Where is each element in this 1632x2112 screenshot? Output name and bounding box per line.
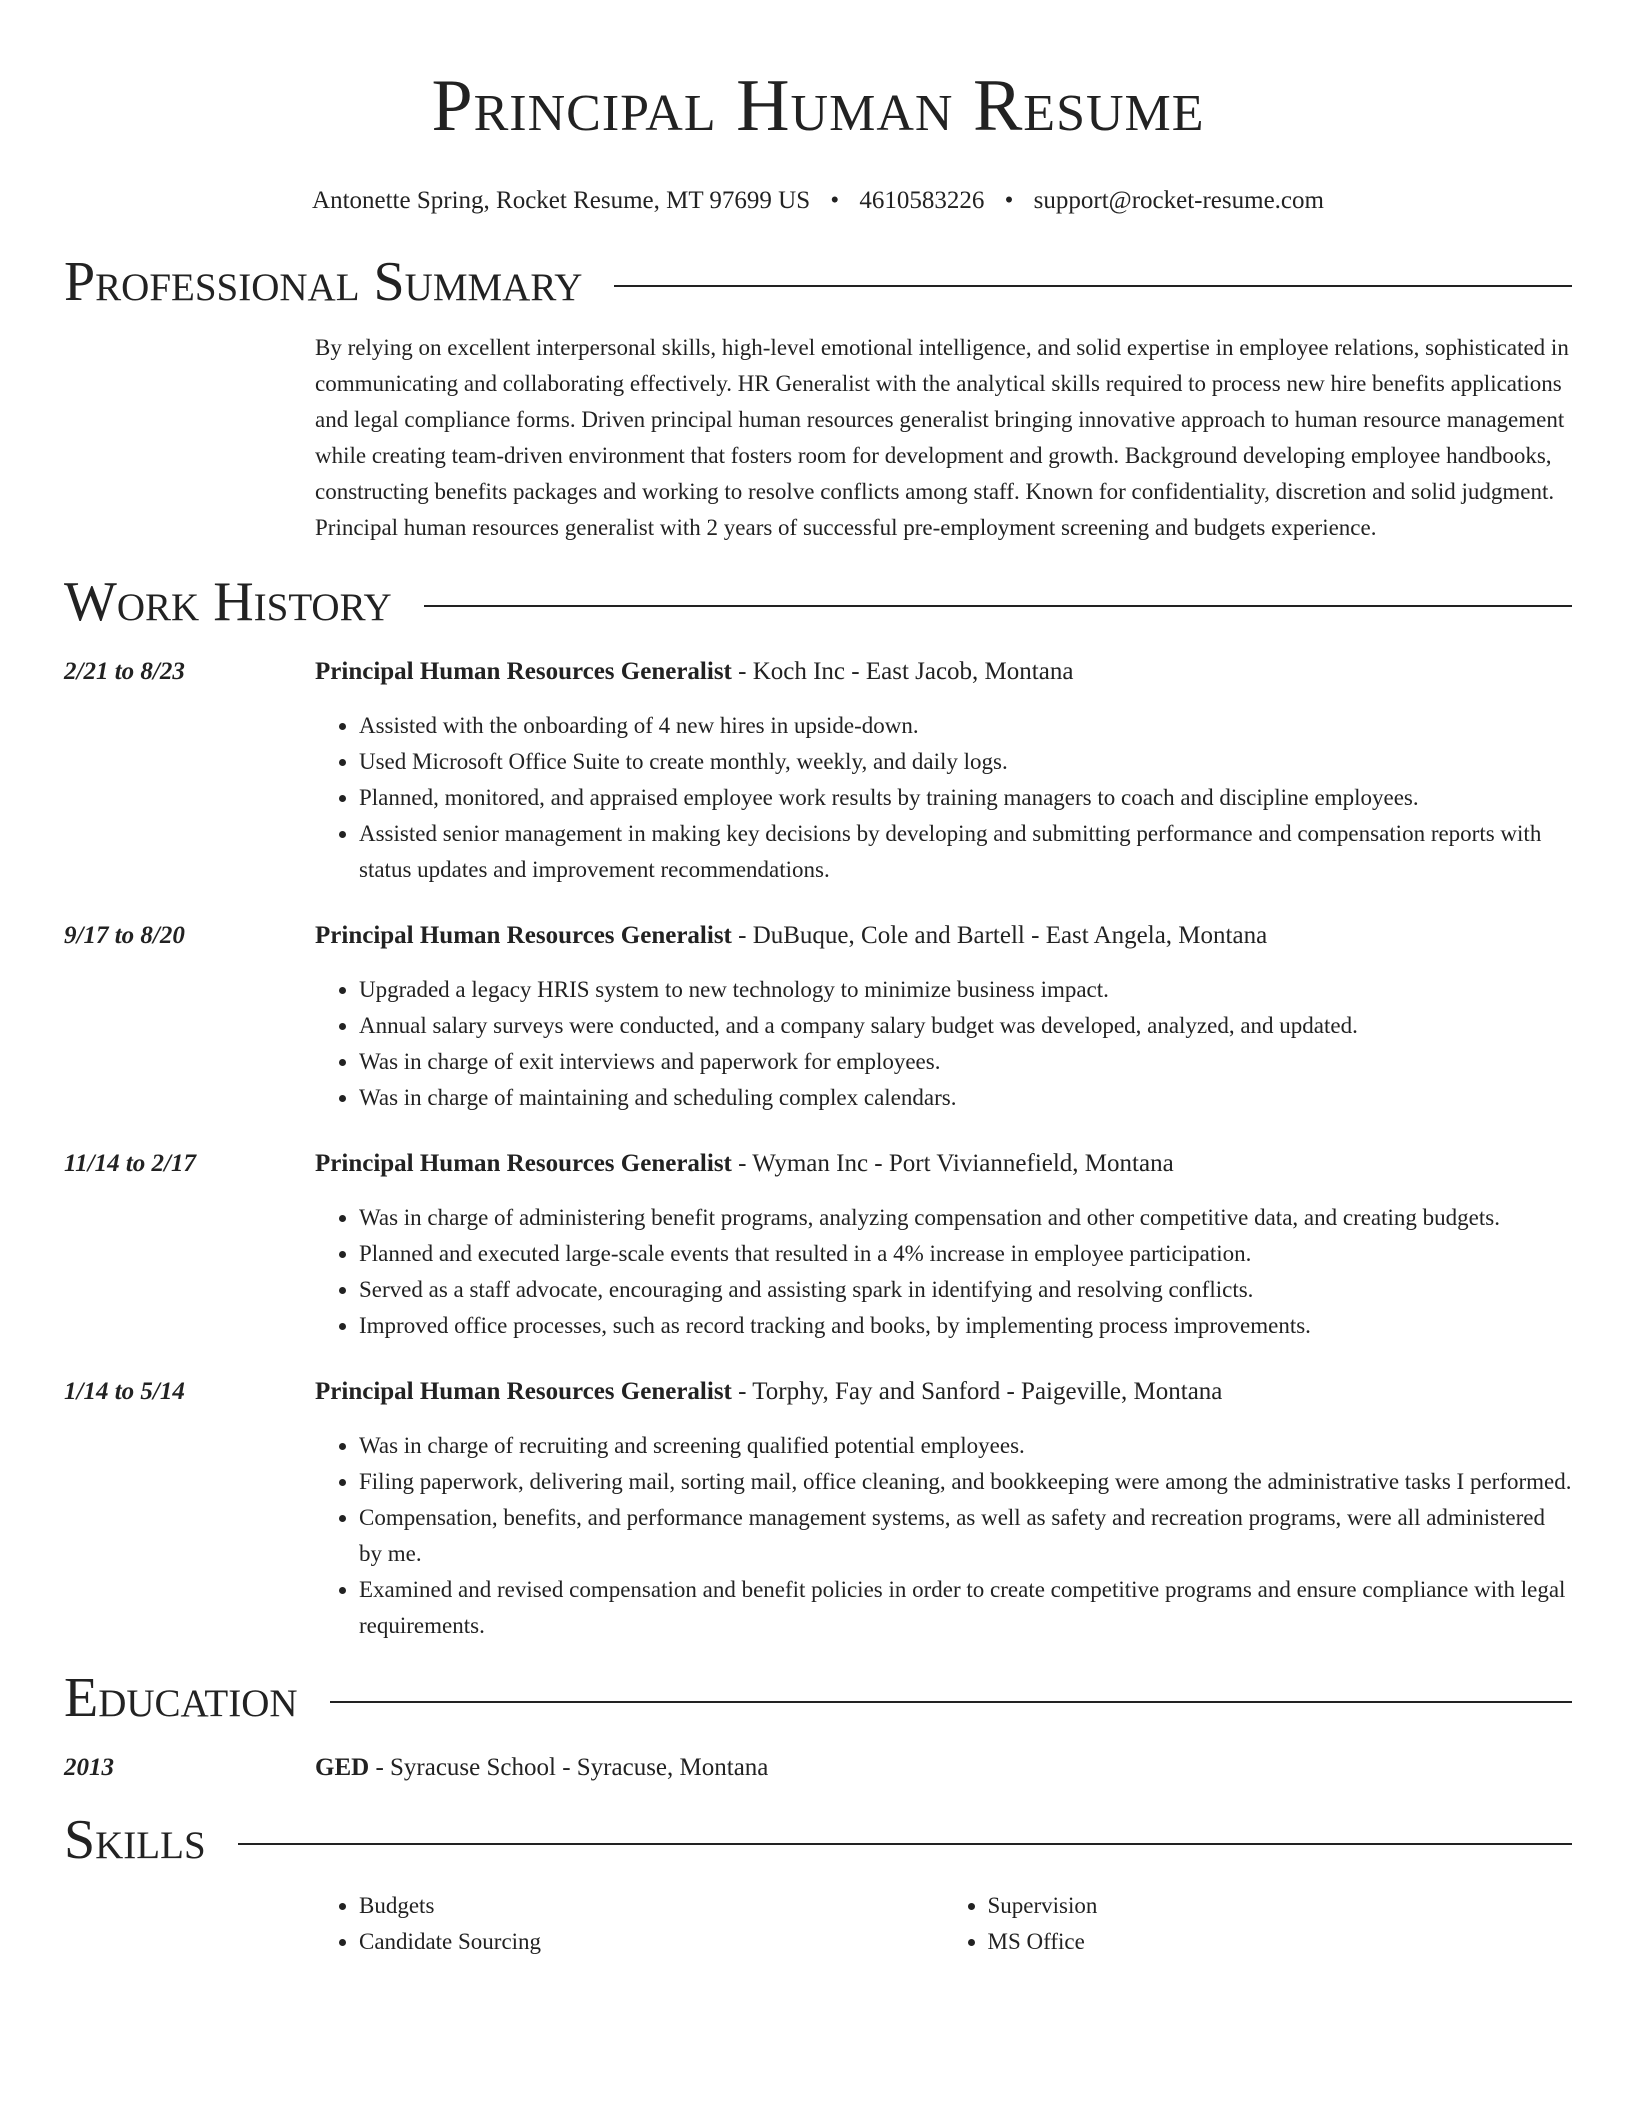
job-body [315,654,1572,888]
skills-column-right [944,1888,1573,1960]
job-entry [64,1374,1572,1644]
summary-section-header [64,252,1572,312]
job-bullet: • Was in charge of maintaining and scheduling complex calendars. [359,1080,1572,1116]
work-section-header [64,572,1572,632]
skill-item: • Budgets [359,1888,944,1924]
job-entry [64,654,1572,888]
job-dates: 2/21 to 8/23 [64,658,185,685]
job-bullet: • Assisted with the onboarding of 4 new hires in upside-down. [359,708,1572,744]
job-details: - Wyman Inc - Port Viviannefield, Montana [731,1150,1174,1177]
job-title-line [315,1374,1572,1410]
job-title: Principal Human Resources Generalist [315,1378,732,1405]
contact-separator: • [830,187,840,214]
job-bullet: • Was in charge of exit interviews and paperwork for employees. [359,1044,1572,1080]
job-bullet: • Examined and revised compensation and benefit policies in order to create competitive programs and ensure compliance with legal requirements. [359,1572,1572,1644]
education-line [315,1750,1572,1786]
section-divider [424,605,1572,607]
job-title-line [315,918,1572,954]
education-section-header [64,1668,1572,1728]
job-entry [64,918,1572,1116]
skill-item: • Supervision [988,1888,1573,1924]
skills-heading: Skills [64,1809,206,1871]
education-details: - Syracuse School - Syracuse, Montana [369,1754,769,1781]
contact-separator: • [1004,187,1014,214]
job-body [315,918,1572,1116]
job-bullet: • Filing paperwork, delivering mail, sorting mail, office cleaning, and bookkeeping were among the administrative tasks I performed. [359,1464,1572,1500]
job-title: Principal Human Resources Generalist [315,922,732,949]
job-details: - Torphy, Fay and Sanford - Paigeville, Montana [731,1378,1223,1405]
section-divider [614,285,1572,287]
contact-phone: 4610583226 [859,187,985,214]
resume-page [64,0,1572,1960]
section-divider [238,1843,1572,1845]
job-details: - Koch Inc - East Jacob, Montana [731,658,1074,685]
job-dates: 1/14 to 5/14 [64,1378,185,1405]
job-bullet: • Was in charge of administering benefit programs, analyzing compensation and other competitive data, and creating budgets. [359,1200,1572,1236]
job-bullets [315,1428,1572,1644]
contact-line [64,186,1572,216]
education-body [315,1750,1572,1786]
work-history-list [64,654,1572,1644]
education-heading: Education [64,1667,298,1729]
job-dates: 11/14 to 2/17 [64,1150,196,1177]
job-bullet: • Planned and executed large-scale events that resulted in a 4% increase in employee participation. [359,1236,1572,1272]
education-year: 2013 [64,1754,114,1781]
resume-name: Principal Human Resume [431,65,1205,147]
job-bullet: • Annual salary surveys were conducted, and a company salary budget was developed, analyzed, and updated. [359,1008,1572,1044]
job-bullet: • Assisted senior management in making key decisions by developing and submitting performance and compensation reports with status updates and improvement recommendations. [359,816,1572,888]
section-divider [330,1701,1572,1703]
summary-heading: Professional Summary [64,251,583,313]
job-bullet: • Compensation, benefits, and performance management systems, as well as safety and recreation programs, were all administered by me. [359,1500,1572,1572]
work-heading: Work History [64,571,392,633]
job-body [315,1374,1572,1644]
job-entry [64,1146,1572,1344]
skill-item: • MS Office [988,1924,1573,1960]
skill-item: • Candidate Sourcing [359,1924,944,1960]
job-details: - DuBuque, Cole and Bartell - East Angela, Montana [731,922,1268,949]
job-bullet: • Was in charge of recruiting and screening qualified potential employees. [359,1428,1572,1464]
education-degree: GED [315,1754,370,1781]
job-bullets [315,972,1572,1116]
job-bullet: • Used Microsoft Office Suite to create monthly, weekly, and daily logs. [359,744,1572,780]
job-bullets [315,1200,1572,1344]
contact-address: Antonette Spring, Rocket Resume, MT 97699 US [312,187,811,214]
job-bullet: • Planned, monitored, and appraised employee work results by training managers to coach and discipline employees. [359,780,1572,816]
skills-section-header [64,1810,1572,1870]
job-bullet: • Improved office processes, such as record tracking and books, by implementing process improvements. [359,1308,1572,1344]
contact-email: support@rocket-resume.com [1033,187,1324,214]
job-title-line [315,654,1572,690]
job-title-line [315,1146,1572,1182]
job-bullet: • Served as a staff advocate, encouraging and assisting spark in identifying and resolving conflicts. [359,1272,1572,1308]
job-bullets [315,708,1572,888]
job-title: Principal Human Resources Generalist [315,658,732,685]
job-dates: 9/17 to 8/20 [64,922,185,949]
job-body [315,1146,1572,1344]
job-bullet: • Upgraded a legacy HRIS system to new technology to minimize business impact. [359,972,1572,1008]
skills-grid [315,1888,1572,1960]
education-entry [64,1750,1572,1786]
job-title: Principal Human Resources Generalist [315,1150,732,1177]
skills-column-left [315,1888,944,1960]
summary-text: By relying on excellent interpersonal skills, high-level emotional intelligence, and solid expertise in employee relations, sophisticated in communicating and collaborating effectively. HR Generalist with the analytical skills required to process new hire benefits applications and legal compliance forms. Driven principal human resources generalist bringing innovative approach to human resource management while creating team-driven environment that fosters room for development and growth. Background developing employee handbooks, constructing benefits packages and working to resolve conflicts among staff. Known for confidentiality, discretion and solid judgment. Principal human resources generalist with 2 years of successful pre-employment screening and budgets experience. [315,335,1569,540]
